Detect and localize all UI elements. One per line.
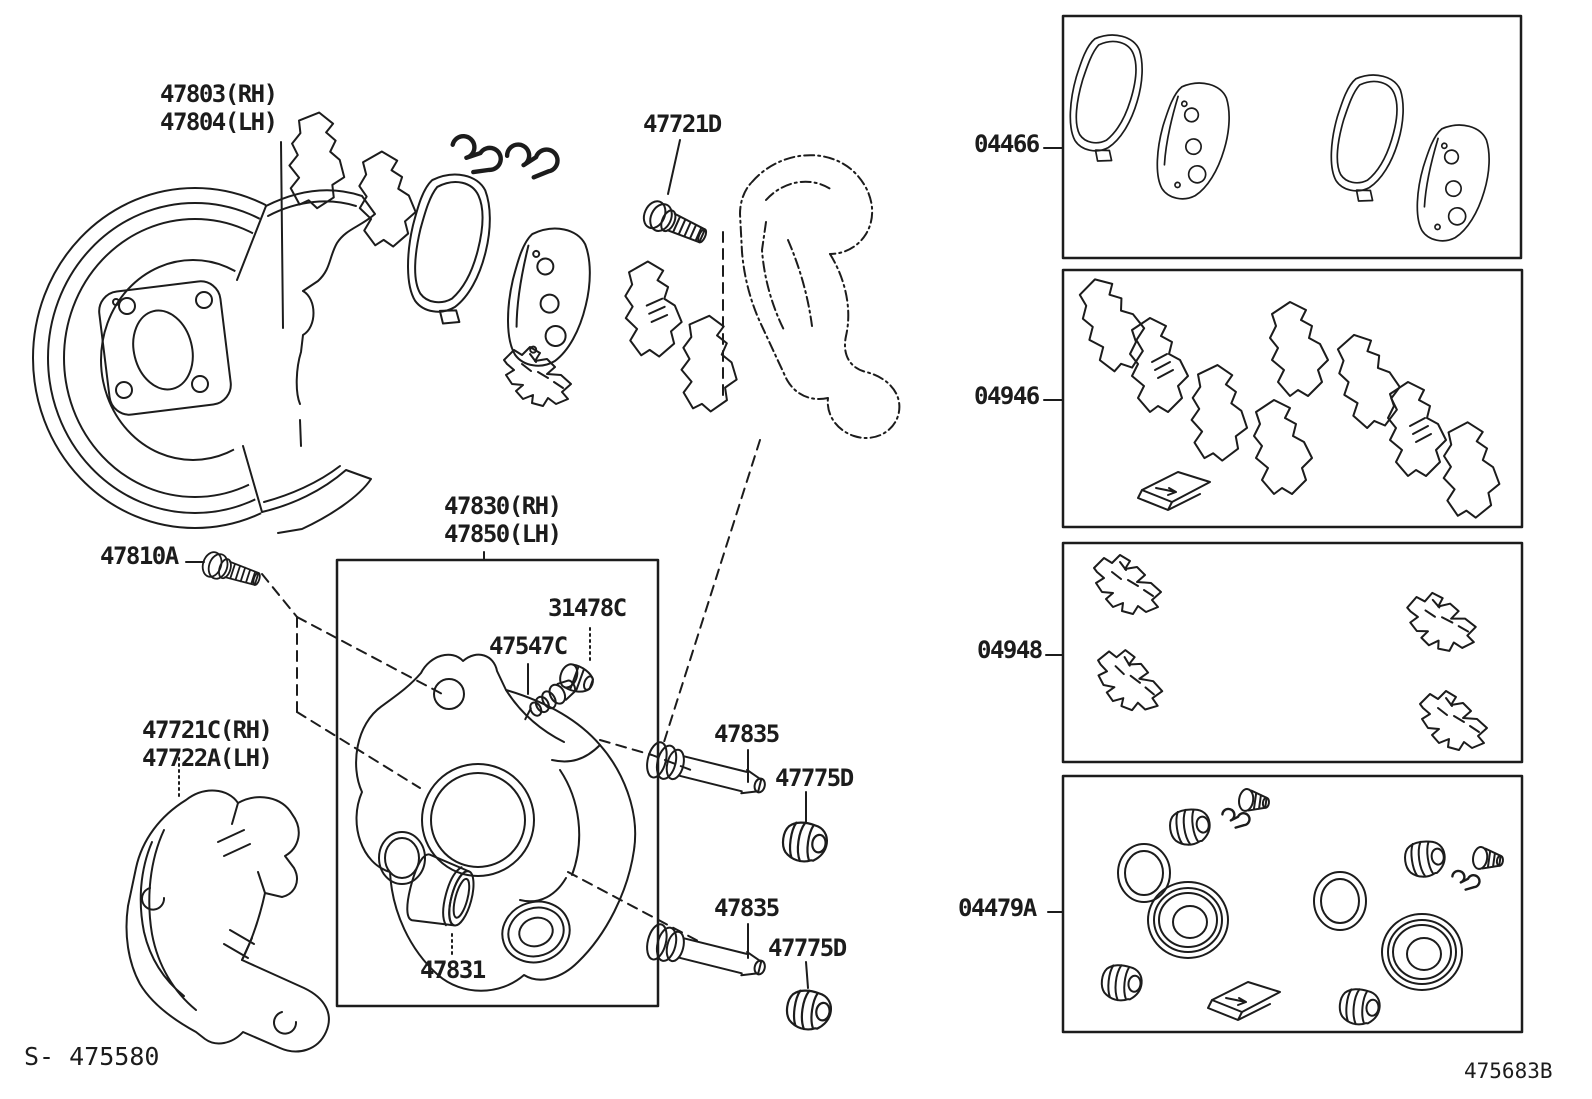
part-label-slide-pin-lower: 47835 — [714, 894, 779, 922]
kit-box-shims — [1063, 270, 1522, 527]
kit-label-shim-kit: 04946 — [974, 382, 1039, 410]
part-label-bracket-bolt: 47721D — [643, 110, 721, 138]
part-label-piston: 47831 — [420, 956, 485, 984]
part-label-dust-cover-lh: 47804(LH) — [160, 108, 277, 136]
part-label-bracket-rh: 47721C(RH) — [142, 716, 272, 744]
drawing-number-left: S- 475580 — [24, 1042, 160, 1071]
bleeder-screw-drawing — [517, 676, 578, 721]
caliper-box — [337, 560, 658, 1006]
kit-box-pads — [1060, 16, 1521, 258]
mounting-bracket-drawing — [127, 791, 329, 1052]
slide-bushing-lower-drawing — [784, 988, 833, 1032]
part-label-bleeder-cap: 31478C — [548, 594, 626, 622]
kit-box-fittings — [1063, 543, 1522, 762]
piston-drawing — [402, 852, 479, 934]
caliper-drawing — [356, 655, 635, 991]
slide-pin-lower-drawing — [644, 922, 769, 986]
kit-label-pad-kit: 04466 — [974, 130, 1039, 158]
part-label-slide-pin-upper: 47835 — [714, 720, 779, 748]
slide-bushing-upper-drawing — [780, 820, 829, 864]
caliper-bolt-drawing — [200, 550, 263, 592]
slide-pin-upper-drawing — [644, 740, 769, 804]
part-label-caliper-lh: 47850(LH) — [444, 520, 561, 548]
dust-cover-drawing — [33, 158, 448, 568]
part-label-caliper-bolt: 47810A — [100, 542, 178, 570]
carrier-bracket-phantom-drawing — [740, 155, 899, 438]
part-label-slide-bush-lower: 47775D — [768, 934, 846, 962]
kit-box-cylinder — [1063, 776, 1522, 1032]
part-label-caliper-rh: 47830(RH) — [444, 492, 561, 520]
cylinder-boot-drawing — [494, 893, 577, 971]
bracket-bolt-drawing — [640, 198, 711, 250]
part-label-slide-bush-upper: 47775D — [775, 764, 853, 792]
kit-label-fitting-kit: 04948 — [977, 636, 1042, 664]
part-label-dust-cover-rh: 47803(RH) — [160, 80, 277, 108]
part-label-bleeder-screw: 47547C — [489, 632, 567, 660]
figure-number-right: 475683B — [1464, 1059, 1553, 1083]
kit-label-cylinder-kit: 04479A — [958, 894, 1036, 922]
piston-boot-ring-drawing — [379, 832, 425, 884]
part-label-bracket-lh: 47722A(LH) — [142, 744, 272, 772]
